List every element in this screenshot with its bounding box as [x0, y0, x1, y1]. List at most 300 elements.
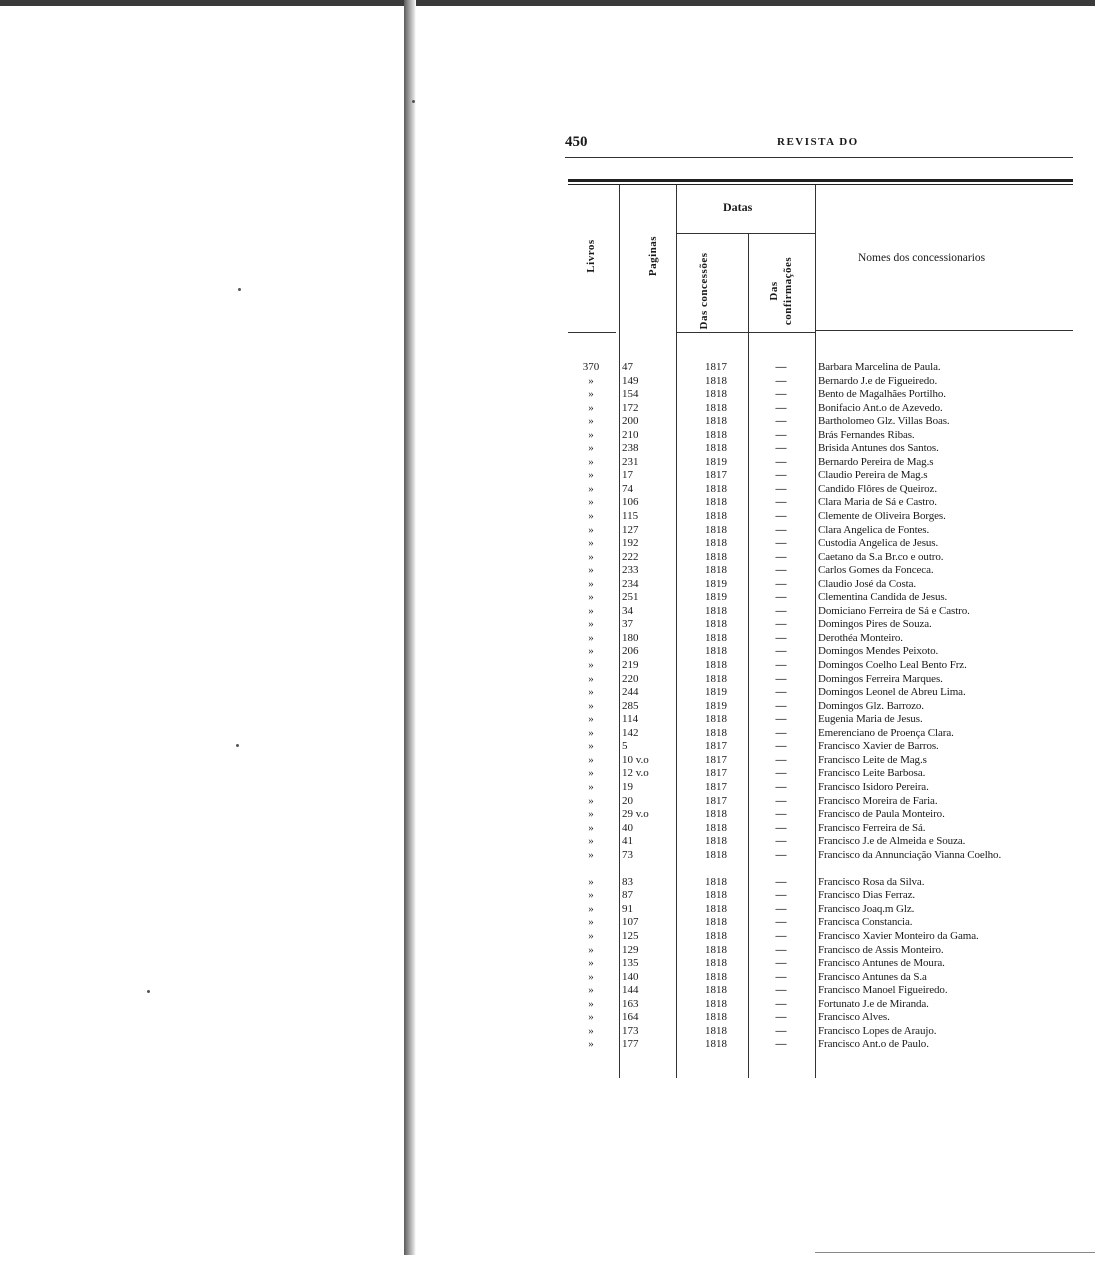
livro-cell: » [588, 753, 594, 766]
nome-cell: Caetano da S.a Br.co e outro. [818, 550, 944, 563]
pagina-cell: 234 [622, 577, 639, 590]
header-datas: Datas [723, 200, 753, 214]
header-livros: Livros [585, 239, 597, 273]
table-row [568, 402, 1073, 416]
livro-cell: » [588, 415, 594, 428]
table-row [568, 795, 1073, 809]
livro-cell: » [588, 916, 594, 929]
confirmacao-cell: — [775, 970, 787, 983]
confirmacao-cell: — [775, 442, 787, 455]
table-row [568, 442, 1073, 456]
pagina-cell: 127 [622, 523, 639, 536]
scan-bottom-edge [815, 1252, 1095, 1253]
livro-cell: » [588, 875, 594, 888]
concessao-cell: 1817 [705, 469, 727, 482]
livro-cell: » [588, 767, 594, 780]
nome-cell: Francisco de Paula Monteiro. [818, 808, 945, 821]
scan-speck [236, 744, 239, 747]
nome-cell: Francisco Manoel Figueiredo. [818, 984, 948, 997]
table-row [568, 591, 1073, 605]
nome-cell: Francisca Constancia. [818, 916, 913, 929]
confirmacao-cell: — [775, 686, 787, 699]
nome-cell: Francisco Xavier de Barros. [818, 740, 939, 753]
confirmacao-cell: — [775, 659, 787, 672]
concessao-cell: 1818 [705, 428, 727, 441]
livro-cell: » [588, 482, 594, 495]
pagina-cell: 192 [622, 537, 639, 550]
concessao-cell: 1817 [705, 794, 727, 807]
pagina-cell: 83 [622, 875, 633, 888]
nome-cell: Francisco de Assis Monteiro. [818, 943, 944, 956]
concessao-cell: 1818 [705, 401, 727, 414]
table-body [568, 361, 1073, 1052]
nome-cell: Francisco Antunes da S.a [818, 970, 927, 983]
table-row [568, 375, 1073, 389]
confirmacao-cell: — [775, 821, 787, 834]
table-top-rule [568, 179, 1073, 182]
pagina-cell: 135 [622, 957, 639, 970]
confirmacao-cell: — [775, 591, 787, 604]
pagina-cell: 142 [622, 726, 639, 739]
confirmacao-cell: — [775, 428, 787, 441]
table-row [568, 388, 1073, 402]
pagina-cell: 244 [622, 686, 639, 699]
nome-cell: Francisco Leite de Mag.s [818, 753, 927, 766]
confirmacao-cell: — [775, 618, 787, 631]
concessao-cell: 1818 [705, 523, 727, 536]
nome-cell: Bernardo J.e de Figueiredo. [818, 374, 938, 387]
table-row [568, 469, 1073, 483]
pagina-cell: 5 [622, 740, 628, 753]
pagina-cell: 251 [622, 591, 639, 604]
livro-cell: » [588, 997, 594, 1010]
concessao-cell: 1818 [705, 916, 727, 929]
livro-cell: » [588, 604, 594, 617]
nome-cell: Custodia Angelica de Jesus. [818, 537, 939, 550]
livro-cell: » [588, 659, 594, 672]
livro-cell: » [588, 929, 594, 942]
pagina-cell: 164 [622, 1011, 639, 1024]
concessao-cell: 1818 [705, 889, 727, 902]
table-row [568, 645, 1073, 659]
concessao-cell: 1818 [705, 659, 727, 672]
concessions-table [568, 179, 1073, 1079]
pagina-cell: 219 [622, 659, 639, 672]
livro-cell: » [588, 686, 594, 699]
pagina-cell: 37 [622, 618, 633, 631]
table-row [568, 944, 1073, 958]
pagina-cell: 200 [622, 415, 639, 428]
concessao-cell: 1818 [705, 970, 727, 983]
pagina-cell: 106 [622, 496, 639, 509]
scan-speck [412, 100, 415, 103]
livro-cell: » [588, 970, 594, 983]
concessao-cell: 1818 [705, 848, 727, 861]
nome-cell: Domingos Ferreira Marques. [818, 672, 943, 685]
pagina-cell: 73 [622, 848, 633, 861]
table-row [568, 551, 1073, 565]
concessao-cell: 1818 [705, 388, 727, 401]
livro-cell: » [588, 726, 594, 739]
concessao-cell: 1818 [705, 835, 727, 848]
nome-cell: Bartholomeo Glz. Villas Boas. [818, 415, 950, 428]
pagina-cell: 10 v.o [622, 753, 649, 766]
pagina-cell: 74 [622, 482, 633, 495]
confirmacao-cell: — [775, 455, 787, 468]
table-row [568, 727, 1073, 741]
nome-cell: Francisco Rosa da Silva. [818, 875, 925, 888]
nome-cell: Francisco Joaq.m Glz. [818, 902, 915, 915]
confirmacao-cell: — [775, 848, 787, 861]
confirmacao-cell: — [775, 496, 787, 509]
pagina-cell: 87 [622, 889, 633, 902]
header-rule [565, 157, 1073, 158]
concessao-cell: 1818 [705, 510, 727, 523]
concessao-cell: 1818 [705, 672, 727, 685]
table-row [568, 496, 1073, 510]
concessao-cell: 1818 [705, 875, 727, 888]
pagina-cell: 238 [622, 442, 639, 455]
concessao-cell: 1818 [705, 564, 727, 577]
table-row [568, 957, 1073, 971]
nome-cell: Emerenciano de Proença Clara. [818, 726, 954, 739]
header-bottom-rule [568, 332, 616, 333]
pagina-cell: 125 [622, 929, 639, 942]
nome-cell: Clara Angelica de Fontes. [818, 523, 930, 536]
confirmacao-cell: — [775, 1038, 787, 1051]
livro-cell: » [588, 1038, 594, 1051]
confirmacao-cell: — [775, 726, 787, 739]
livro-cell: » [588, 848, 594, 861]
pagina-cell: 19 [622, 780, 633, 793]
concessao-cell: 1818 [705, 821, 727, 834]
table-row [568, 998, 1073, 1012]
confirmacao-cell: — [775, 1024, 787, 1037]
confirmacao-cell: — [775, 577, 787, 590]
concessao-cell: 1818 [705, 415, 727, 428]
livro-cell: » [588, 957, 594, 970]
pagina-cell: 180 [622, 631, 639, 644]
table-row [568, 632, 1073, 646]
livro-cell: » [588, 442, 594, 455]
table-row [568, 835, 1073, 849]
table-row [568, 618, 1073, 632]
table-row [568, 456, 1073, 470]
nome-cell: Brás Fernandes Ribas. [818, 428, 915, 441]
table-row [568, 673, 1073, 687]
table-row [568, 767, 1073, 781]
confirmacao-cell: — [775, 482, 787, 495]
confirmacao-cell: — [775, 510, 787, 523]
table-row [568, 510, 1073, 524]
concessao-cell: 1818 [705, 1011, 727, 1024]
nome-cell: Claudio José da Costa. [818, 577, 917, 590]
nome-cell: Francisco Ant.o de Paulo. [818, 1038, 929, 1051]
pagina-cell: 163 [622, 997, 639, 1010]
confirmacao-cell: — [775, 753, 787, 766]
nome-cell: Francisco da Annunciação Vianna Coelho. [818, 848, 1002, 861]
concessao-cell: 1819 [705, 455, 727, 468]
pagina-cell: 40 [622, 821, 633, 834]
concessao-cell: 1817 [705, 361, 727, 373]
scan-top-edge [0, 0, 1095, 6]
livro-cell: » [588, 835, 594, 848]
concessao-cell: 1818 [705, 997, 727, 1010]
livro-cell: » [588, 550, 594, 563]
confirmacao-cell: — [775, 780, 787, 793]
nome-cell: Derothéa Monteiro. [818, 631, 903, 644]
confirmacao-cell: — [775, 469, 787, 482]
confirmacao-cell: — [775, 1011, 787, 1024]
page-number: 450 [565, 134, 588, 150]
nome-cell: Bento de Magalhães Portilho. [818, 388, 946, 401]
header-bottom-rule [816, 330, 1073, 331]
livro-cell: » [588, 902, 594, 915]
table-row [568, 578, 1073, 592]
concessao-cell: 1818 [705, 374, 727, 387]
table-row [568, 415, 1073, 429]
pagina-cell: 173 [622, 1024, 639, 1037]
table-row [568, 1011, 1073, 1025]
concessao-cell: 1818 [705, 726, 727, 739]
nome-cell: Francisco Xavier Monteiro da Gama. [818, 929, 979, 942]
table-row [568, 781, 1073, 795]
confirmacao-cell: — [775, 794, 787, 807]
table-top-rule-thin [568, 184, 1073, 185]
confirmacao-cell: — [775, 631, 787, 644]
header-nomes: Nomes dos concessionarios [858, 252, 986, 264]
concessao-cell: 1818 [705, 442, 727, 455]
confirmacao-cell: — [775, 997, 787, 1010]
table-row [568, 808, 1073, 822]
table-row [568, 713, 1073, 727]
nome-cell: Brisida Antunes dos Santos. [818, 442, 939, 455]
nome-cell: Clementina Candida de Jesus. [818, 591, 948, 604]
header-das-confirmacoes: Das confirmações [768, 256, 794, 326]
confirmacao-cell: — [775, 523, 787, 536]
header-das-concessoes: Das concessões [698, 252, 710, 330]
pagina-cell: 233 [622, 564, 639, 577]
livro-cell: » [588, 618, 594, 631]
book-spine-shadow [404, 0, 416, 1255]
confirmacao-cell: — [775, 699, 787, 712]
livro-cell: » [588, 889, 594, 902]
pagina-cell: 154 [622, 388, 639, 401]
nome-cell: Francisco Moreira de Faria. [818, 794, 938, 807]
pagina-cell: 47 [622, 361, 633, 373]
livro-cell: » [588, 713, 594, 726]
nome-cell: Bonifacio Ant.o de Azevedo. [818, 401, 943, 414]
nome-cell: Clemente de Oliveira Borges. [818, 510, 946, 523]
pagina-cell: 41 [622, 835, 633, 848]
table-row [568, 971, 1073, 985]
datas-underline [676, 233, 816, 234]
pagina-cell: 91 [622, 902, 633, 915]
pagina-cell: 206 [622, 645, 639, 658]
concessao-cell: 1818 [705, 929, 727, 942]
nome-cell: Francisco Isidoro Pereira. [818, 780, 929, 793]
livro-cell: » [588, 388, 594, 401]
livro-cell: » [588, 645, 594, 658]
confirmacao-cell: — [775, 875, 787, 888]
concessao-cell: 1817 [705, 740, 727, 753]
confirmacao-cell: — [775, 537, 787, 550]
confirmacao-cell: — [775, 740, 787, 753]
nome-cell: Claudio Pereira de Mag.s [818, 469, 928, 482]
nome-cell: Francisco Dias Ferraz. [818, 889, 916, 902]
pagina-cell: 231 [622, 455, 639, 468]
table-row [568, 754, 1073, 768]
header-paginas: Paginas [647, 235, 659, 277]
concessao-cell: 1818 [705, 713, 727, 726]
concessao-cell: 1818 [705, 902, 727, 915]
confirmacao-cell: — [775, 957, 787, 970]
nome-cell: Francisco Alves. [818, 1011, 890, 1024]
table-row [568, 740, 1073, 754]
livro-cell: » [588, 808, 594, 821]
nome-cell: Carlos Gomes da Fonceca. [818, 564, 934, 577]
pagina-cell: 115 [622, 510, 639, 523]
livro-cell: » [588, 631, 594, 644]
nome-cell: Domiciano Ferreira de Sá e Castro. [818, 604, 970, 617]
pagina-cell: 34 [622, 604, 633, 617]
livro-cell: » [588, 821, 594, 834]
confirmacao-cell: — [775, 550, 787, 563]
concessao-cell: 1817 [705, 780, 727, 793]
nome-cell: Francisco Antunes de Moura. [818, 957, 945, 970]
concessao-cell: 1818 [705, 537, 727, 550]
nome-cell: Domingos Mendes Peixoto. [818, 645, 939, 658]
table-row [568, 524, 1073, 538]
nome-cell: Candido Flôres de Queiroz. [818, 482, 937, 495]
table-row [568, 903, 1073, 917]
confirmacao-cell: — [775, 984, 787, 997]
table-row [568, 849, 1073, 876]
nome-cell: Francisco Ferreira de Sá. [818, 821, 926, 834]
pagina-cell: 107 [622, 916, 639, 929]
confirmacao-cell: — [775, 604, 787, 617]
pagina-cell: 220 [622, 672, 639, 685]
concessao-cell: 1818 [705, 482, 727, 495]
concessao-cell: 1819 [705, 699, 727, 712]
concessao-cell: 1818 [705, 943, 727, 956]
livro-cell: » [588, 537, 594, 550]
table-row [568, 564, 1073, 578]
pagina-cell: 144 [622, 984, 639, 997]
confirmacao-cell: — [775, 672, 787, 685]
confirmacao-cell: — [775, 943, 787, 956]
livro-cell: » [588, 496, 594, 509]
nome-cell: Eugenia Maria de Jesus. [818, 713, 923, 726]
livro-cell: » [588, 740, 594, 753]
concessao-cell: 1818 [705, 604, 727, 617]
pagina-cell: 20 [622, 794, 633, 807]
concessao-cell: 1818 [705, 984, 727, 997]
table-row [568, 930, 1073, 944]
livro-cell: » [588, 374, 594, 387]
table-row [568, 1038, 1073, 1052]
confirmacao-cell: — [775, 713, 787, 726]
confirmacao-cell: — [775, 415, 787, 428]
nome-cell: Fortunato J.e de Miranda. [818, 997, 929, 1010]
concessao-cell: 1818 [705, 496, 727, 509]
table-row [568, 686, 1073, 700]
livro-cell: » [588, 1024, 594, 1037]
pagina-cell: 149 [622, 374, 639, 387]
pagina-cell: 210 [622, 428, 639, 441]
page-header [565, 134, 1070, 152]
scan-speck [147, 990, 150, 993]
livro-cell: » [588, 984, 594, 997]
livro-cell: » [588, 564, 594, 577]
table-row [568, 984, 1073, 998]
confirmacao-cell: — [775, 645, 787, 658]
concessao-cell: 1819 [705, 577, 727, 590]
pagina-cell: 222 [622, 550, 639, 563]
confirmacao-cell: — [775, 902, 787, 915]
table-row [568, 916, 1073, 930]
nome-cell: Francisco Leite Barbosa. [818, 767, 926, 780]
livro-cell: » [588, 510, 594, 523]
confirmacao-cell: — [775, 916, 787, 929]
livro-cell: » [588, 943, 594, 956]
pagina-cell: 140 [622, 970, 639, 983]
pagina-cell: 114 [622, 713, 639, 726]
table-row [568, 483, 1073, 497]
pagina-cell: 12 v.o [622, 767, 649, 780]
pagina-cell: 17 [622, 469, 633, 482]
livro-cell: » [588, 428, 594, 441]
pagina-cell: 177 [622, 1038, 639, 1051]
concessao-cell: 1818 [705, 631, 727, 644]
nome-cell: Domingos Pires de Souza. [818, 618, 932, 631]
pagina-cell: 172 [622, 401, 639, 414]
confirmacao-cell: — [775, 374, 787, 387]
livro-cell: » [588, 455, 594, 468]
nome-cell: Bernardo Pereira de Mag.s [818, 455, 934, 468]
livro-cell: » [588, 794, 594, 807]
nome-cell: Barbara Marcelina de Paula. [818, 361, 941, 373]
livro-cell: » [588, 1011, 594, 1024]
livro-cell: » [588, 699, 594, 712]
livro-cell: » [588, 523, 594, 536]
nome-cell: Clara Maria de Sá e Castro. [818, 496, 937, 509]
pagina-cell: 29 v.o [622, 808, 649, 821]
table-row [568, 361, 1073, 375]
livro-cell: » [588, 577, 594, 590]
confirmacao-cell: — [775, 835, 787, 848]
concessao-cell: 1818 [705, 550, 727, 563]
table-row [568, 1025, 1073, 1039]
pagina-cell: 129 [622, 943, 639, 956]
livro-cell: » [588, 591, 594, 604]
confirmacao-cell: — [775, 361, 787, 373]
confirmacao-cell: — [775, 388, 787, 401]
concessao-cell: 1818 [705, 618, 727, 631]
nome-cell: Francisco Lopes de Araujo. [818, 1024, 937, 1037]
confirmacao-cell: — [775, 889, 787, 902]
livro-cell: » [588, 780, 594, 793]
table-row [568, 429, 1073, 443]
nome-cell: Domingos Leonel de Abreu Lima. [818, 686, 966, 699]
concessao-cell: 1817 [705, 753, 727, 766]
concessao-cell: 1817 [705, 767, 727, 780]
confirmacao-cell: — [775, 564, 787, 577]
concessao-cell: 1819 [705, 686, 727, 699]
concessao-cell: 1819 [705, 591, 727, 604]
nome-cell: Francisco J.e de Almeida e Souza. [818, 835, 966, 848]
nome-cell: Domingos Coelho Leal Bento Frz. [818, 659, 967, 672]
